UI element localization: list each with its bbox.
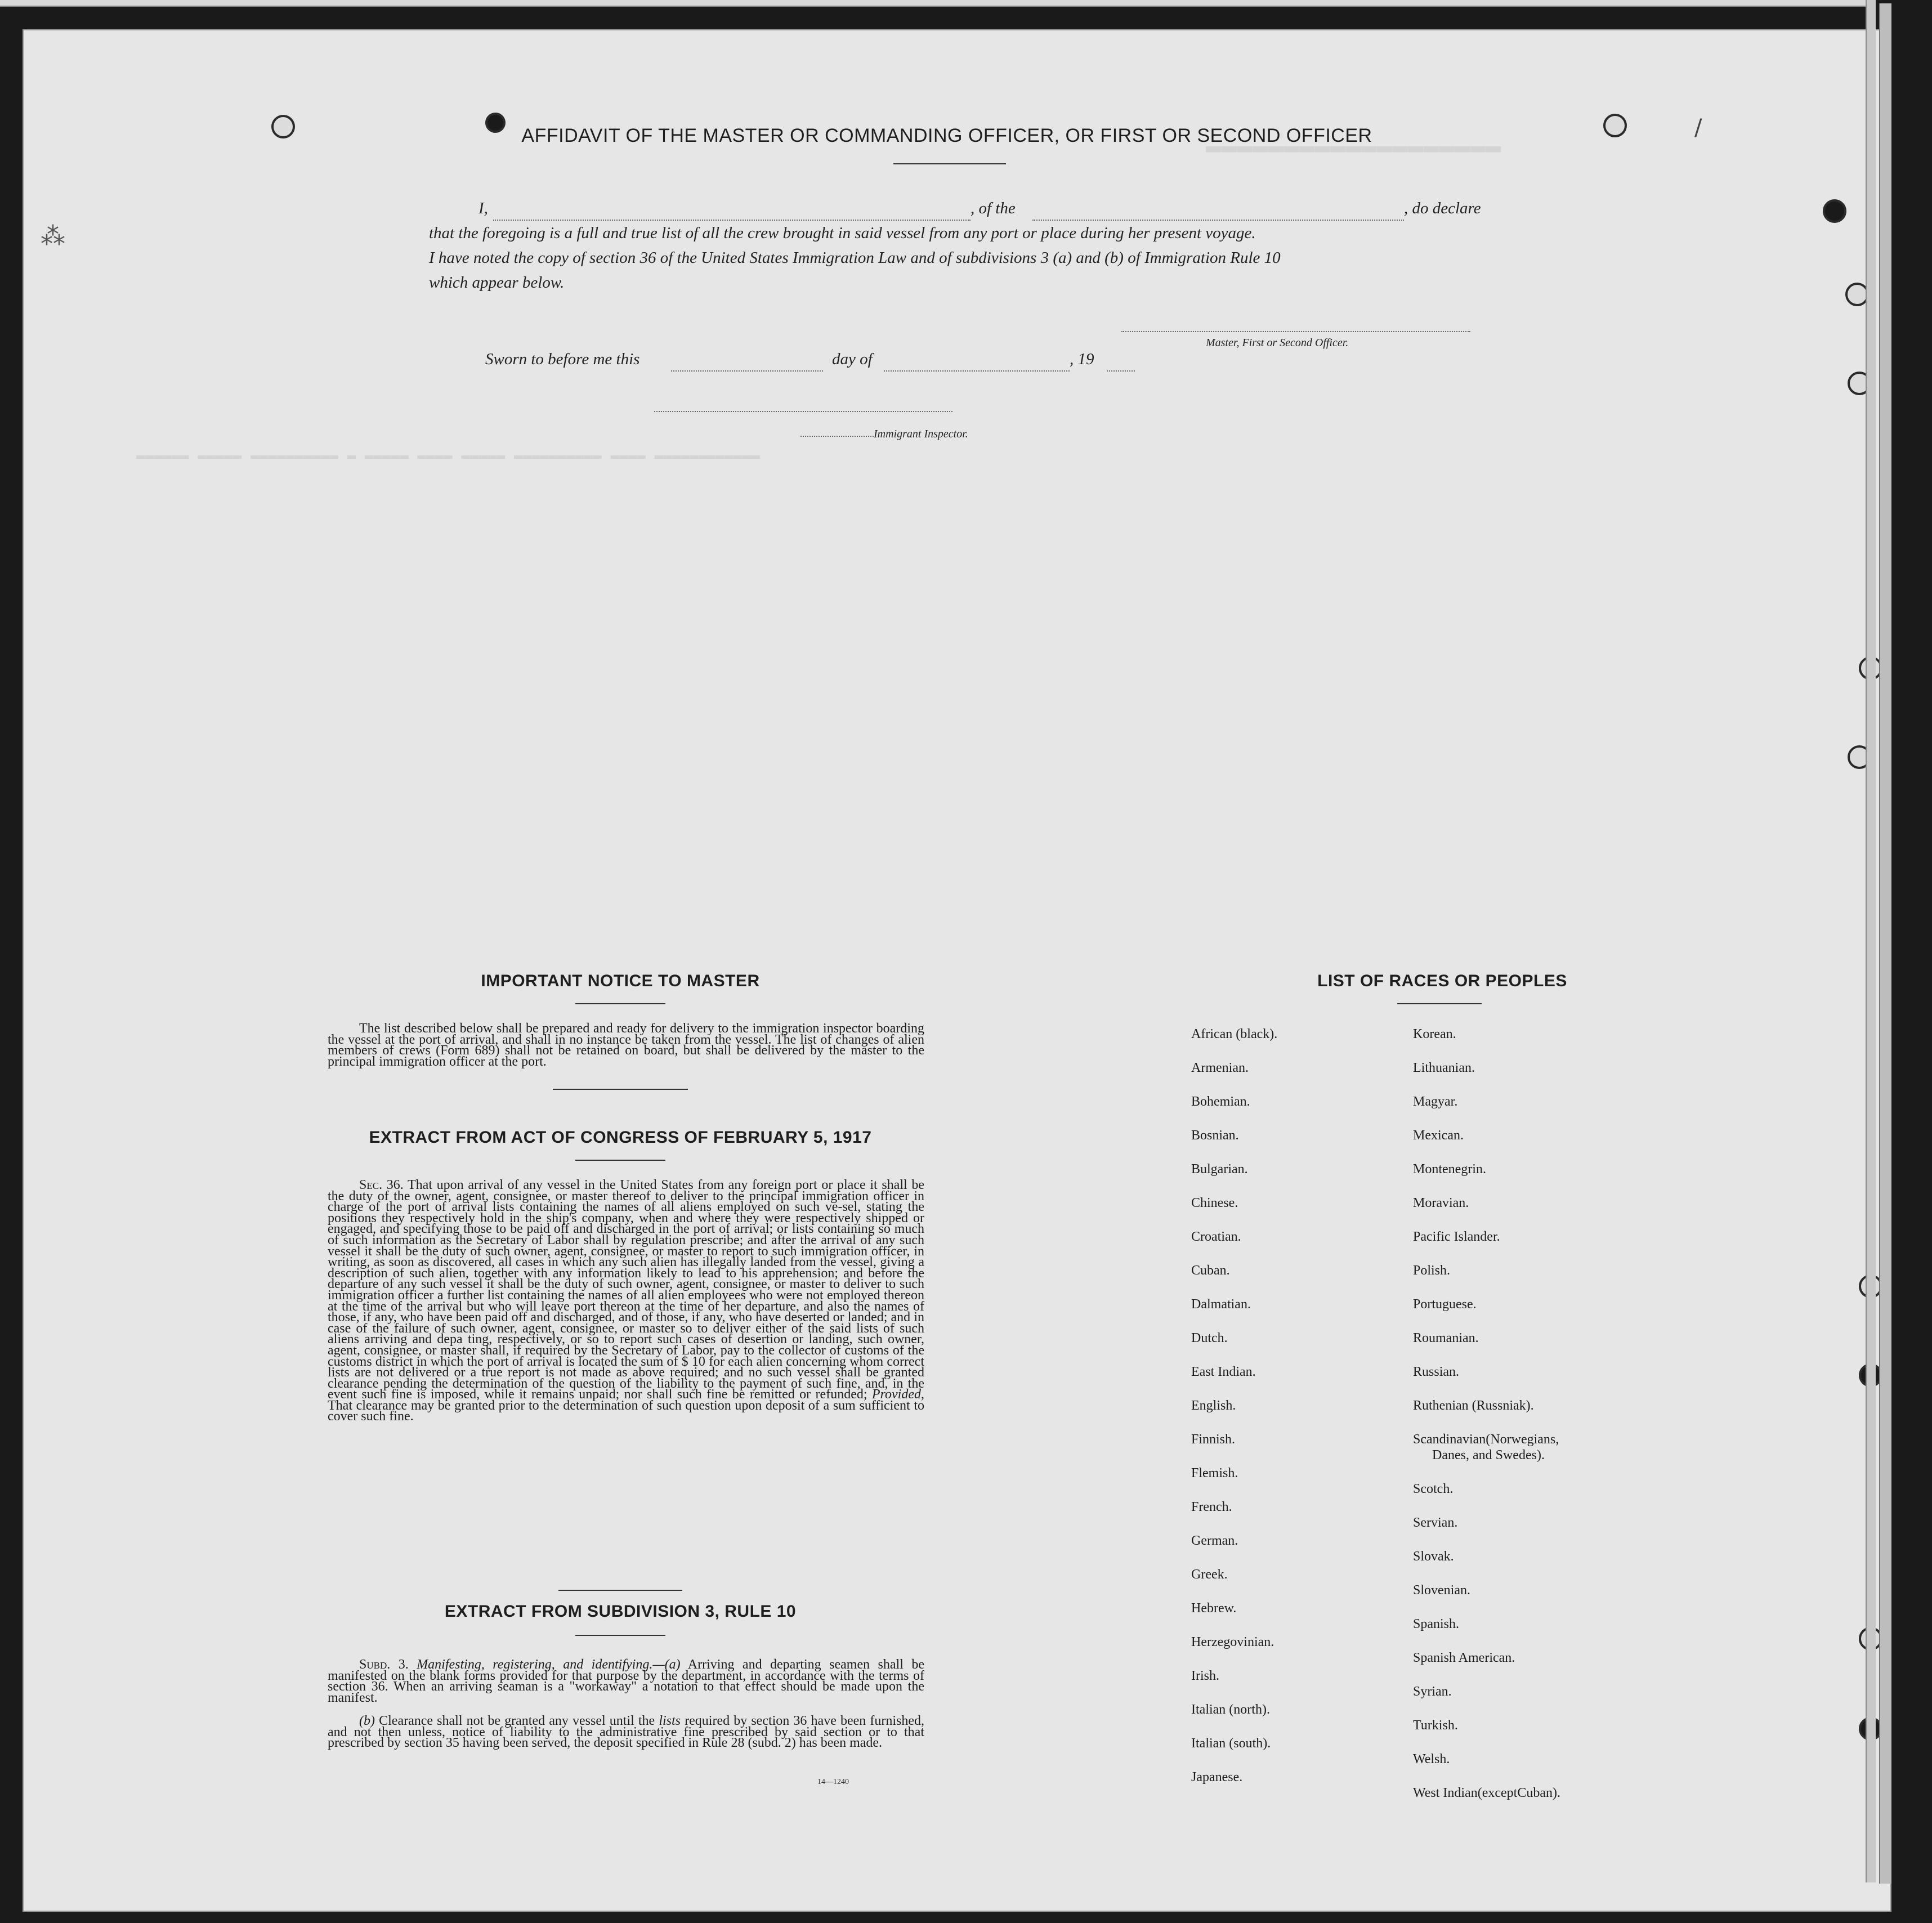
notice-title-rule bbox=[575, 1003, 665, 1004]
race-item: German. bbox=[1191, 1533, 1238, 1548]
sworn-year-field[interactable] bbox=[1107, 370, 1135, 372]
race-item: Magyar. bbox=[1413, 1094, 1458, 1109]
race-item: Chinese. bbox=[1191, 1196, 1238, 1210]
stamp-mark: ⁂ bbox=[41, 222, 65, 251]
act-proviso-text: That clearance may be granted prior to the determination of such question upon deposit of a sum sufficient to cover such fine. bbox=[328, 1398, 924, 1424]
race-item: Finnish. bbox=[1191, 1432, 1236, 1447]
act-text bbox=[328, 1180, 924, 1423]
race-item: Polish. bbox=[1413, 1263, 1451, 1278]
rule-subd-label: Subd. 3. bbox=[359, 1657, 409, 1672]
rule-para-a-text: Arriving and departing seamen shall be manifested on the blank forms provided for that purpose by the department, in accordance with the terms of section 36. When an arriving seaman is a "workaway" a notation to that effect should be made upon the manifest. bbox=[328, 1657, 925, 1705]
race-item: Russian. bbox=[1413, 1365, 1460, 1379]
race-item: Mexican. bbox=[1413, 1128, 1464, 1143]
race-item: Portuguese. bbox=[1413, 1297, 1477, 1312]
race-item: Lithuanian. bbox=[1413, 1061, 1475, 1075]
race-item: Scandinavian(Norwegians, bbox=[1413, 1432, 1559, 1447]
race-item: Spanish. bbox=[1413, 1617, 1460, 1631]
master-signature-label: Master, First or Second Officer. bbox=[1206, 337, 1349, 349]
declaration-i: I, bbox=[478, 199, 488, 217]
affidavit-title: AFFIDAVIT OF THE MASTER OR COMMANDING OFFICER, OR FIRST OR SECOND OFFICER bbox=[521, 125, 1372, 146]
vessel-name-field[interactable] bbox=[1032, 220, 1404, 221]
page-top-edge bbox=[0, 0, 1876, 7]
race-item: Pacific Islander. bbox=[1413, 1229, 1500, 1244]
declarant-name-field[interactable] bbox=[493, 220, 971, 221]
race-item: Cuban. bbox=[1191, 1263, 1230, 1278]
race-item: Dalmatian. bbox=[1191, 1297, 1251, 1312]
races-title: LIST OF RACES OR PEOPLES bbox=[1317, 972, 1567, 990]
declaration-line-3: I have noted the copy of section 36 of the United States Immigration Law and of subdivisions 3 (a) and (b) of Immigration Rule 10 bbox=[429, 249, 1281, 267]
declaration-do-declare: , do declare bbox=[1404, 199, 1481, 217]
race-item: Armenian. bbox=[1191, 1061, 1249, 1075]
rule-para-b bbox=[328, 1716, 924, 1749]
page-right-edge bbox=[1866, 0, 1876, 1882]
race-item: Flemish. bbox=[1191, 1466, 1238, 1481]
race-item: Dutch. bbox=[1191, 1331, 1228, 1345]
declaration-of-the: , of the bbox=[971, 199, 1016, 217]
document-page bbox=[23, 29, 1891, 1912]
rule-para-a bbox=[328, 1657, 925, 1705]
form-number: 14—1240 bbox=[817, 1778, 849, 1786]
pencil-mark: / bbox=[1694, 115, 1702, 141]
races-title-rule bbox=[1397, 1003, 1482, 1004]
race-item: Bosnian. bbox=[1191, 1128, 1239, 1143]
race-item: Korean. bbox=[1413, 1027, 1456, 1041]
inspector-signature-line-lower[interactable] bbox=[800, 436, 874, 437]
sworn-prefix: Sworn to before me this bbox=[485, 350, 640, 368]
race-item: Turkish. bbox=[1413, 1718, 1458, 1733]
race-item: Croatian. bbox=[1191, 1229, 1241, 1244]
race-item: Italian (south). bbox=[1191, 1736, 1271, 1751]
inspector-signature-line[interactable] bbox=[654, 411, 952, 412]
declaration-line-4: which appear below. bbox=[429, 274, 565, 292]
act-text-body: That upon arrival of any vessel in the United States from any foreign port or place it shall be the duty of the owner, agent, consignee, or master thereof to deliver to the principal immigration officer in charge of the port of arrival lists containing the names of all aliens employed on such ve-sel, stating the positions they respectively hold in the ship's company, when and where they were respectively shipped or engaged, and specifying those to be paid off and discharged in the port of arrival; or lists containing so much of such information as the Secretary of Labor shall by regulation prescribe; and after the arrival of any such vessel it shall be the duty of such owner, agent, consignee, or master to report to such immigration officer, in writing, as soon as discovered, all cases in which any such alien has illegally landed from the vessel, giving a description of such alien, together with any information likely to lead to his apprehension; and before the departure of any such vessel it shall be the duty of such owner, agent, consignee, or master to deliver to such immigration officer a further list containing the names of all alien employees who were not employed thereon at the time of the arrival but who will leave port thereon at the time of her departure, and also the names of those, if any, who have been paid off and discharged, and of those, if any, who have deserted or landed; and in case of the failure of such owner, agent, consignee, or master so to deliver either of the said lists of such aliens arriving and depa ting, respectively, or so to report such cases of desertion or landing, such owner, agent, consignee, or master shall, if required by the Secretary of Labor, pay to the collector of customs of the customs district in which the port of arrival is located the sum of $ 10 for each alien concerning whom correct lists are not delivered or a true report is not made as above required; and no such vessel shall be granted clearance pending the determination of the question of the liability to the payment of such fine, and, in the event such fine is imposed, while it remains unpaid; nor shall such fine be remitted or refunded; bbox=[328, 1178, 924, 1402]
race-item: English. bbox=[1191, 1398, 1236, 1413]
sworn-month-field[interactable] bbox=[884, 370, 1070, 372]
binder-hole bbox=[1603, 114, 1627, 137]
inspector-label: Immigrant Inspector. bbox=[874, 428, 968, 440]
race-item: Italian (north). bbox=[1191, 1702, 1270, 1717]
race-item: Welsh. bbox=[1413, 1752, 1450, 1767]
act-proviso-label: Provided, bbox=[871, 1387, 924, 1402]
declaration-line-2: that the foregoing is a full and true list of all the crew brought in said vessel from any port or place during her present voyage. bbox=[429, 224, 1256, 242]
race-item: Moravian. bbox=[1413, 1196, 1469, 1210]
rule-top-rule bbox=[558, 1590, 682, 1591]
race-item: Scotch. bbox=[1413, 1482, 1454, 1496]
race-item: Bulgarian. bbox=[1191, 1162, 1248, 1177]
race-item: Slovenian. bbox=[1413, 1583, 1470, 1598]
rule-subd-title: Manifesting, registering, and identifying.—(a) bbox=[417, 1657, 681, 1672]
race-item: Bohemian. bbox=[1191, 1094, 1250, 1109]
notice-text-body: The list described below shall be prepared and ready for delivery to the immigration inspector boarding the vessel at the port of arrival, and shall in no instance be taken from the vessel. The list of changes of alien members of crews (Form 689) shall not be retained on board, but shall be delivered by the master to the principal immigration officer at the port. bbox=[328, 1021, 924, 1069]
rule-para-b-label: (b) bbox=[359, 1714, 375, 1728]
race-item: Roumanian. bbox=[1413, 1331, 1479, 1345]
notice-title: IMPORTANT NOTICE TO MASTER bbox=[481, 972, 760, 990]
race-item: Irish. bbox=[1191, 1669, 1219, 1683]
sworn-day-field[interactable] bbox=[671, 370, 823, 372]
race-item: Ruthenian (Russniak). bbox=[1413, 1398, 1534, 1413]
rule-para-b-post: required by section 36 have been furnished, and not then unless, notice of liability to the administrative fine prescribed by said section or to that prescribed by section 35 having been served, the deposit specified in Rule 28 (subd. 2) has been made. bbox=[328, 1714, 925, 1751]
race-item: Servian. bbox=[1413, 1515, 1458, 1530]
race-item: East Indian. bbox=[1191, 1365, 1256, 1379]
race-item: Syrian. bbox=[1413, 1684, 1452, 1699]
rule-title-rule bbox=[575, 1635, 665, 1636]
race-item: Hebrew. bbox=[1191, 1601, 1237, 1616]
race-item: Danes, and Swedes). bbox=[1432, 1448, 1545, 1463]
page-right-edge-outer bbox=[1879, 3, 1891, 1884]
race-item: Herzegovinian. bbox=[1191, 1635, 1274, 1649]
race-item: Japanese. bbox=[1191, 1770, 1243, 1785]
bleed-through: ▬▬▬▬▬▬ ▬▬▬▬▬ ▬▬▬▬▬▬▬▬▬▬ ▬ ▬▬▬▬▬ ▬▬▬▬ ▬▬▬▬▬ ▬▬▬▬▬▬▬▬▬▬ ▬▬▬▬ ▬▬▬▬▬▬▬▬▬▬▬▬ bbox=[136, 447, 760, 464]
race-item: West Indian(exceptCuban). bbox=[1413, 1786, 1560, 1800]
act-section-label: Sec. 36. bbox=[359, 1178, 404, 1192]
rule-para-b-pre: Clearance shall not be granted any vessel until the bbox=[379, 1714, 655, 1728]
binder-hole bbox=[1823, 199, 1846, 223]
master-signature-line[interactable] bbox=[1121, 331, 1470, 332]
race-item: African (black). bbox=[1191, 1027, 1278, 1041]
race-item: French. bbox=[1191, 1500, 1232, 1514]
sworn-day-of: day of bbox=[832, 350, 873, 368]
race-item: Greek. bbox=[1191, 1567, 1228, 1582]
bleed-through: ▬▬▬▬▬▬▬▬▬▬▬▬▬▬▬▬▬▬▬ bbox=[1206, 132, 1501, 161]
act-top-rule bbox=[553, 1089, 688, 1090]
rule-para-b-lists: lists bbox=[659, 1714, 681, 1728]
notice-text bbox=[328, 1023, 924, 1067]
act-title: EXTRACT FROM ACT OF CONGRESS OF FEBRUARY 5, 1917 bbox=[369, 1128, 872, 1147]
race-item: Slovak. bbox=[1413, 1549, 1454, 1564]
race-item: Montenegrin. bbox=[1413, 1162, 1486, 1177]
rule-title: EXTRACT FROM SUBDIVISION 3, RULE 10 bbox=[444, 1602, 797, 1621]
race-item: Spanish American. bbox=[1413, 1651, 1515, 1665]
act-title-rule bbox=[575, 1160, 665, 1161]
affidavit-title-rule bbox=[893, 163, 1006, 164]
sworn-year: , 19 bbox=[1070, 350, 1094, 368]
binder-hole bbox=[271, 115, 295, 138]
